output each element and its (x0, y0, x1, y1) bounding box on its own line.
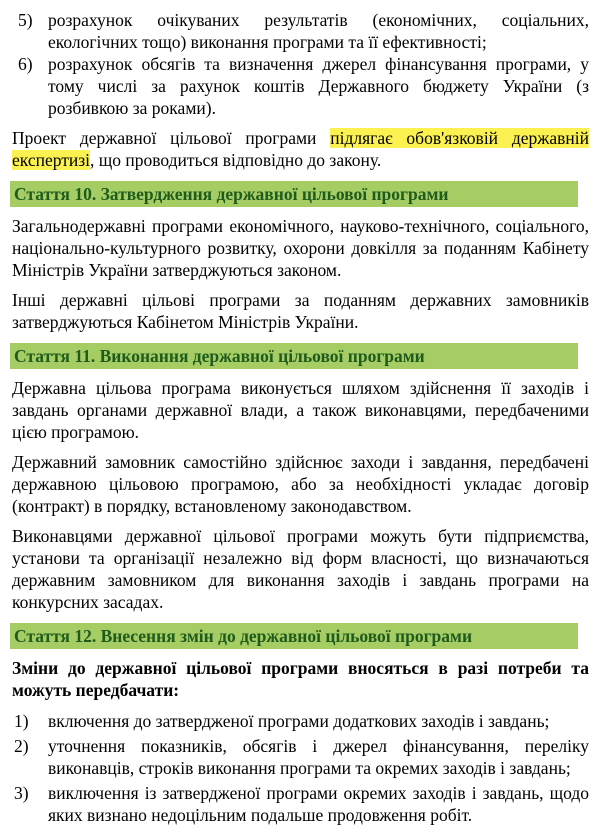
paragraph: Інші державні цільові програми за поданням державних замовників затверджуються Кабінетом Міністрів України. (12, 290, 589, 332)
item-text: виключення із затвердженої програми окремих заходів і завдань, щодо яких визнано недоцільним подальше продовження робіт. (48, 783, 589, 825)
lead-paragraph: Зміни до державної цільової програми вносяться в разі потреби та можуть передбачати: (12, 658, 589, 700)
item-number: 6) (18, 54, 33, 74)
list-item (12, 735, 589, 779)
expertise-paragraph (12, 127, 589, 171)
item-number: 2) (14, 736, 29, 756)
paragraph-text: , що проводиться відповідно до закону. (90, 150, 382, 170)
paragraph-text: Проект державної цільової програми (12, 128, 331, 148)
article-10-header: Стаття 10. Затвердження державної цільової програми (10, 181, 578, 207)
paragraph: Виконавцями державної цільової програми можуть бути підприємства, установи та організації незалежно від форм власності, що визначаються державним замовником для виконання заходів і завдань програми на конкурсних засадах. (12, 526, 589, 612)
item-text: розрахунок очікуваних результатів (економічних, соціальних, екологічних тощо) виконання програми та її ефективності; (48, 10, 589, 52)
paragraph: Державний замовник самостійно здійснює заходи і завдання, передбачені державною цільовою програмою, або за необхідності укладає договір (контракт) в порядку, встановленому законодавством. (12, 452, 589, 516)
item-number: 1) (14, 711, 29, 731)
list-item (12, 9, 589, 53)
list-item (12, 53, 589, 119)
article-11-header: Стаття 11. Виконання державної цільової програми (10, 343, 578, 369)
changes-numbered-list (12, 710, 589, 826)
top-numbered-list (12, 9, 589, 119)
item-text: включення до затвердженої програми додаткових заходів і завдань; (48, 711, 550, 731)
highlighted-text: підлягає обов'язковій державній експертизі (12, 128, 589, 170)
item-text: уточнення показників, обсягів і джерел фінансування, переліку виконавців, строків виконання програми та окремих заходів і завдань; (48, 736, 589, 778)
list-item (12, 710, 589, 732)
paragraph: Загальнодержавні програми економічного, науково-технічного, соціального, національно-культурного розвитку, охорони довкілля за поданням Кабінету Міністрів України затверджуються законом. (12, 216, 589, 280)
item-text: розрахунок обсягів та визначення джерел фінансування програми, у тому числі за рахунок коштів Державного бюджету України (з розбивкою за роками). (48, 54, 589, 118)
item-number: 3) (14, 783, 29, 803)
item-number: 5) (18, 10, 33, 30)
paragraph: Державна цільова програма виконується шляхом здійснення її заходів і завдань органами державної влади, а також виконавцями, передбаченими цією програмою. (12, 378, 589, 442)
article-12-header: Стаття 12. Внесення змін до державної цільової програми (10, 623, 578, 649)
list-item (12, 782, 589, 826)
